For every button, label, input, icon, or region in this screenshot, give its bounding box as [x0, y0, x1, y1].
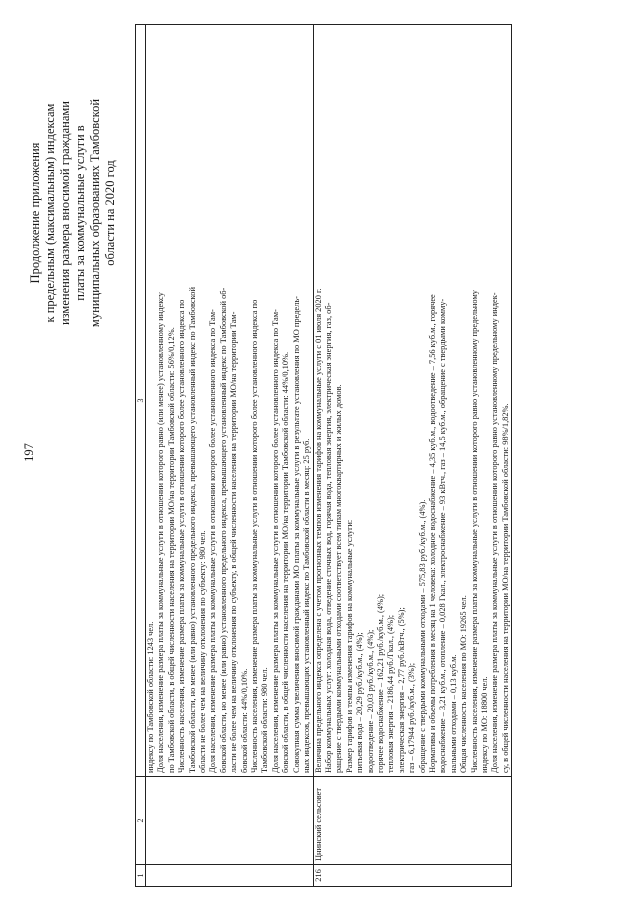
- page-number: 197: [22, 443, 36, 462]
- table-row-continuation: [146, 25, 314, 887]
- detail-line: Нормативы и объемы потребления в месяц на 1 человека: холодное водоснабжение – 4,35 куб.м., водоотведение – 7,56 куб.м., горячее: [427, 294, 437, 773]
- detail-line: индексу по МО: 18800 чел.: [480, 676, 489, 773]
- detail-line: бовской области: 44%/0,10%.: [239, 668, 249, 773]
- detail-line: электрическая энергия – 2,77 руб./кВтч., (5%);: [396, 607, 406, 773]
- detail-line: Доля населения, изменение размера платы за коммунальные услуги в отношении которого более установленного индекса по Там-: [270, 309, 280, 773]
- detail-line: горячее водоснабжение – 162,21 руб./куб.м., (4%);: [375, 593, 385, 773]
- detail-line: Доля населения, изменение размера платы за коммунальные услуги в отношении которого равно установленному предельному индек-: [490, 292, 500, 773]
- heading-line: платы за коммунальные услуги в: [73, 125, 87, 301]
- column-number-2: 2: [136, 777, 146, 865]
- row-details: [313, 25, 512, 777]
- detail-line: ных индексов, превышающих установленный индекс по Тамбовской области в месяц: 25 руб.: [302, 438, 312, 773]
- detail-line: Численность населения, изменение размера платы за коммунальные услуги в отношении которого равно установленному предельному: [469, 290, 479, 773]
- heading-line: области на 2020 год: [103, 160, 117, 266]
- appendix-heading: [28, 43, 118, 383]
- detail-line: Доля населения, изменение размера платы за коммунальные услуги в отношении которого равно (или менее) установленному индексу: [156, 292, 166, 773]
- heading-line: Продолжение приложения: [28, 142, 42, 284]
- municipality-name: [146, 777, 314, 865]
- detail-line: обращение с твердыми коммунальными отходами – 575,83 руб./куб.м., (4%).: [417, 499, 427, 773]
- detail-line: области не более чем на величину отклонения по субъекту: 980 чел.: [198, 530, 208, 773]
- detail-line: нальными отходами – 0,13 куб.м.: [448, 654, 458, 773]
- detail-line: бовской области, но менее (или равно) установленного предельного индекса, превышающего установленный индекс по Тамбовской об-: [218, 287, 228, 773]
- detail-line: Общая численность населения по МО: 19265 чел.: [459, 595, 469, 773]
- detail-line: ращение с твердыми коммунальными отходами соответствует всем типам многоквартирных и жилых домов.: [334, 384, 344, 773]
- table-header-row: [136, 25, 146, 887]
- detail-line: тепловая энергия – 2186,44 руб./Гкал., (4%);: [386, 614, 396, 773]
- table-row-216: [313, 25, 512, 887]
- municipality-name: Цнинский сельсовет: [313, 777, 512, 865]
- row-number: 216: [313, 865, 512, 887]
- detail-line: бовской области, в общей численности населения на территории МО/на территории Тамбовской области: 44%/0,10%.: [281, 351, 291, 773]
- heading-line: изменения размера вносимой гражданами: [58, 101, 72, 326]
- detail-line: индексу по Тамбовской области: 1243 чел.: [146, 621, 155, 773]
- detail-line: Численность населения, изменение размера платы за коммунальные услуги в отношении которого более установленного индекса по: [250, 299, 260, 773]
- detail-line: водоотведение – 20,03 руб./куб.м., (4%);: [365, 629, 375, 773]
- detail-line: газ – 6,17944 руб./куб.м., (3%);: [407, 662, 417, 773]
- detail-line: Тамбовской области, но менее (или равно) установленного предельного индекса, превышающего установленный индекс по Тамбовской: [187, 287, 197, 773]
- detail-line: Тамбовской области: 980 чел.: [260, 667, 270, 773]
- detail-line: по Тамбовской области, в общей численности населения на территории МО/на территории Тамбовской области: 56%/0,12%.: [166, 327, 176, 773]
- detail-line: Набор коммунальных услуг: холодная вода, отведение сточных вод, горячая вода, тепловая энергия, электрическая энергия, газ, об-: [323, 302, 333, 773]
- indices-table: [135, 24, 512, 887]
- row-number: [146, 865, 314, 887]
- detail-line: ласти не более чем на величину отклонения по субъекту, в общей численности населения на территории МО/на территории Там-: [229, 311, 239, 773]
- detail-line: Численность населения, изменение размера платы за коммунальные услуги в отношении которого более установленного индекса по: [177, 299, 187, 773]
- detail-line: Совокупная сумма увеличения вносимой гражданами МО платы за коммунальные услуги в результате установления по МО предель-: [291, 296, 301, 773]
- detail-line: су, в общей численности населения на территории МО/на территории Тамбовской области: 98%/1,82%.: [500, 403, 510, 773]
- detail-line: Размер тарифов и темпы изменения тарифов на коммунальные услуги:: [344, 519, 354, 773]
- row-details: [146, 25, 314, 777]
- column-number-1: 1: [136, 865, 146, 887]
- heading-line: муниципальных образованиях Тамбовской: [88, 98, 102, 328]
- detail-line: Величина предельного индекса определена с учетом прогнозных темпов изменения тарифов на коммунальные услуги с 01 июля 2020 г.: [313, 288, 323, 773]
- heading-line: к предельным (максимальным) индексам: [43, 103, 57, 323]
- detail-line: Доля населения, изменение размера платы за коммунальные услуги в отношении которого более установленного индекса по Там-: [208, 309, 218, 773]
- column-number-3: 3: [136, 25, 146, 777]
- detail-line: водоснабжение – 3,21 куб.м., отопление – 0,028 Гкал., электроснабжение – 93 кВтч., газ – 14,5 куб.м., обращение с твердыми комму-: [438, 298, 448, 773]
- detail-line: питьевая вода – 20,29 руб./куб.м., (4%);: [355, 632, 365, 773]
